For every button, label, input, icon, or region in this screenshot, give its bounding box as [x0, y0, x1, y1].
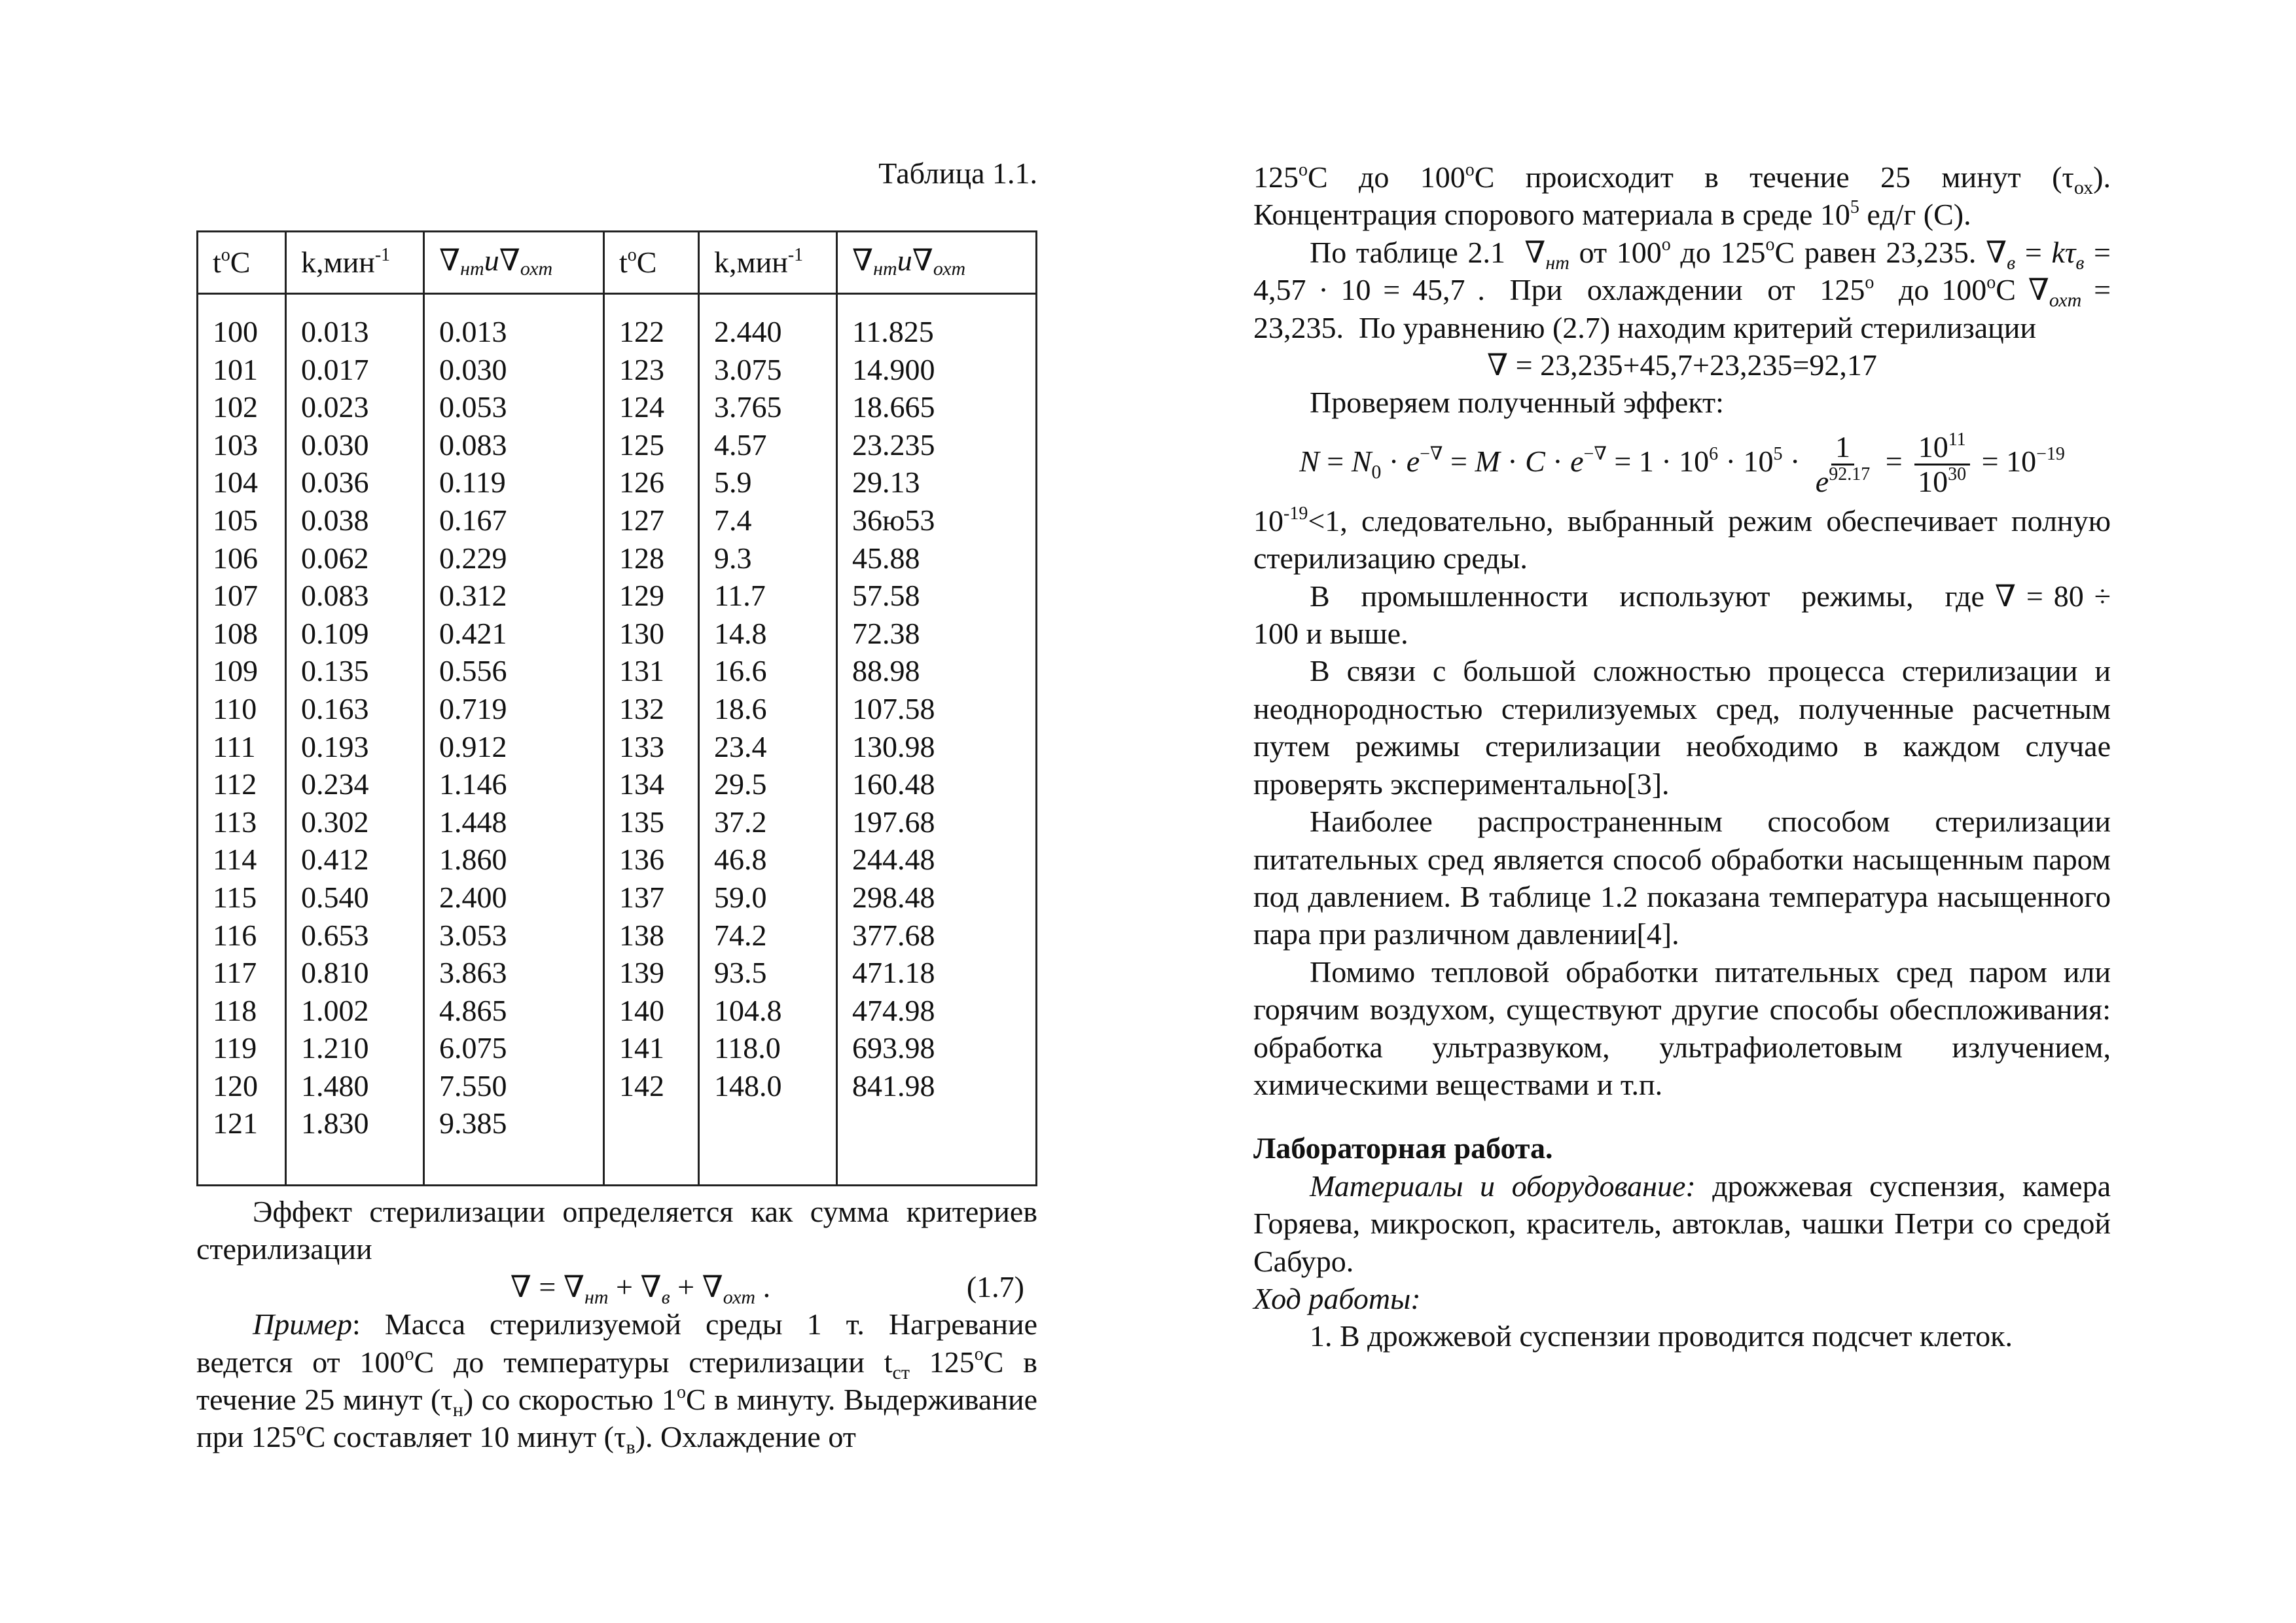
k-cell: 104.8 [714, 993, 782, 1027]
nabla-cell: 693.98 [852, 1031, 935, 1065]
equation-body: ∇ = $\nabla_{нт} + \nabla_в + \nabla_{охт}$ . [510, 1269, 771, 1308]
temp-cell: 131 [619, 654, 664, 688]
table-caption: Таблица 1.1. [878, 156, 1037, 190]
temp-cell: 125 [619, 428, 664, 462]
k-cell: 0.193 [301, 729, 369, 763]
nabla-cell: 841.98 [852, 1068, 935, 1103]
paragraph-other-methods: Помимо тепловой обработки питательных сред паром или горячим воздухом, существуют другие способы обеспложивания: обработка ультразвуком, ультрафиолетовым излучением, химическими веществами и т.п. [1253, 955, 2111, 1101]
nabla-cell: 23.235 [852, 428, 935, 462]
nabla-cell: 14.900 [852, 352, 935, 386]
header-nabla-1: $\nabla_{нт}u\nabla_{охт}$ [424, 232, 604, 294]
paragraph-industry: В промышленности используют режимы, где ∇ = 80 ÷ 100 и выше. [1253, 579, 2111, 651]
paragraph-table-lookup: По таблице 2.1 $\nabla_{нт}$ от 100$^o$ до 125$^o$С равен 23,235. $\nabla_в = k\tau_в = 4,57 \cdot 10 = 45,7$ . При охлаждении от 125$^o$ до 100$^o$С $\nabla_{охт} = 23,235$. По уравнению (2.7) находим критерий стерилизации [1253, 234, 2111, 344]
nabla-cell: 0.312 [439, 579, 507, 613]
nabla-cell: 0.053 [439, 390, 507, 424]
nabla-cell: 130.98 [852, 729, 935, 763]
col-temp-2 [604, 294, 699, 1186]
nabla-cell: 36ю53 [852, 503, 935, 537]
temp-cell: 134 [619, 767, 664, 801]
nabla-cell: 197.68 [852, 805, 935, 839]
materials-label: Материалы и оборудование: [1310, 1169, 1696, 1203]
k-cell: 16.6 [714, 654, 767, 688]
nabla-cell: 0.083 [439, 428, 507, 462]
k-cell: 3.765 [714, 390, 782, 424]
k-cell: 0.163 [301, 691, 369, 725]
temp-cell: 142 [619, 1068, 664, 1103]
temp-cell: 133 [619, 729, 664, 763]
check-effect: Проверяем полученный эффект: [1310, 386, 1724, 420]
nabla-cell: 160.48 [852, 767, 935, 801]
col-temp-1 [198, 294, 286, 1186]
nabla-cell: 18.665 [852, 390, 935, 424]
k-cell: 46.8 [714, 843, 767, 877]
lab-title: Лабораторная работа. [1253, 1131, 1553, 1165]
header-k-2: k,мин$^{-1}$ [699, 232, 837, 294]
nabla-cell: 9.385 [439, 1106, 507, 1140]
k-cell: 3.075 [714, 352, 782, 386]
sum-equation: ∇ = 23,235+45,7+23,235=92,17 [1487, 348, 1877, 382]
left-text [196, 1193, 1037, 1459]
nabla-cell: 298.48 [852, 880, 935, 914]
nabla-cell: 3.053 [439, 918, 507, 952]
k-cell: 4.57 [714, 428, 767, 462]
temp-cell: 116 [213, 918, 257, 952]
paragraph-conclusion: $10^{-19}<1$, следовательно, выбранный режим обеспечивает полную стерилизацию среды. [1253, 503, 2111, 575]
k-cell: 0.540 [301, 880, 369, 914]
k-cell: 2.440 [714, 315, 782, 348]
nabla-cell: 0.556 [439, 654, 507, 688]
paragraph-complexity: В связи с большой сложностью процесса стерилизации и неоднородностью стерилизуемых сред, полученные расчетным путем режимы стерилизации необходимо в каждом случае проверять экспериментально[3]. [1253, 654, 2111, 801]
k-cell: 9.3 [714, 541, 752, 575]
nabla-cell: 3.863 [439, 956, 507, 990]
col-nabla-1 [424, 294, 604, 1186]
temp-cell: 132 [619, 691, 664, 725]
k-cell: 0.234 [301, 767, 369, 801]
k-cell: 0.062 [301, 541, 369, 575]
temp-cell: 110 [213, 691, 257, 725]
nabla-cell: 0.013 [439, 315, 507, 348]
nabla-cell: 2.400 [439, 880, 507, 914]
k-cell: 0.653 [301, 918, 369, 952]
temp-cell: 106 [213, 541, 258, 575]
temp-cell: 124 [619, 390, 664, 424]
temp-cell: 104 [213, 465, 258, 500]
temp-cell: 103 [213, 428, 258, 462]
temp-cell: 135 [619, 805, 664, 839]
temp-cell: 118 [213, 993, 257, 1027]
k-cell: 0.023 [301, 390, 369, 424]
temp-cell: 107 [213, 579, 258, 613]
k-cell: 74.2 [714, 918, 767, 952]
header-temp-1: $t^oC$ [198, 232, 286, 294]
temp-cell: 117 [213, 956, 257, 990]
materials-paragraph [1253, 1167, 2111, 1280]
nabla-cell: 57.58 [852, 579, 920, 613]
nabla-cell: 1.146 [439, 767, 507, 801]
materials-text: дрожжевая суспензия, камера Горяева, микроскоп, краситель, автоклав, чашки Петри со средой Сабуро. [1253, 1169, 2111, 1278]
temp-cell: 108 [213, 616, 258, 650]
temp-cell: 109 [213, 654, 258, 688]
temp-cell: 140 [619, 993, 664, 1027]
temp-cell: 129 [619, 579, 664, 613]
k-cell: 23.4 [714, 729, 767, 763]
nabla-cell: 474.98 [852, 993, 935, 1027]
survival-equation: $N = N_0 \cdot e^{-\nabla} = M \cdot C \cdot e^{-\nabla} = 1 \cdot 10^6 \cdot 10^5$ · $\frac{1}{e^{92.17}}$ = $\frac{10^{11}}{10^{30}}$ = $10^{-19}$ [1299, 429, 2065, 498]
k-cell: 14.8 [714, 616, 767, 650]
temp-cell: 111 [213, 729, 256, 763]
nabla-cell: 0.421 [439, 616, 507, 650]
col-nabla-2 [837, 294, 1037, 1186]
step-1: 1. В дрожжевой суспензии проводится подсчет клеток. [1310, 1319, 2013, 1353]
temp-cell: 119 [213, 1031, 257, 1065]
k-cell: 0.013 [301, 315, 369, 348]
k-cell: 118.0 [714, 1031, 781, 1065]
temp-cell: 122 [619, 315, 664, 348]
nabla-cell: 29.13 [852, 465, 920, 500]
k-cell: 0.038 [301, 503, 369, 537]
temp-cell: 138 [619, 918, 664, 952]
nabla-cell: 1.448 [439, 805, 507, 839]
temp-cell: 136 [619, 843, 664, 877]
temp-cell: 112 [213, 767, 257, 801]
k-cell: 1.210 [301, 1031, 369, 1065]
nabla-cell: 0.719 [439, 691, 507, 725]
sterilization-table [196, 230, 1037, 1186]
temp-cell: 137 [619, 880, 664, 914]
k-cell: 93.5 [714, 956, 767, 990]
temp-cell: 126 [619, 465, 664, 500]
k-cell: 0.109 [301, 616, 369, 650]
col-k-1 [286, 294, 424, 1186]
temp-cell: 114 [213, 843, 257, 877]
nabla-cell: 6.075 [439, 1031, 507, 1065]
nabla-cell: 377.68 [852, 918, 935, 952]
equation-1-7 [196, 1268, 1037, 1308]
nabla-cell: 72.38 [852, 616, 920, 650]
nabla-cell: 0.912 [439, 729, 507, 763]
k-cell: 0.135 [301, 654, 369, 688]
k-cell: 1.480 [301, 1068, 369, 1103]
temp-cell: 123 [619, 352, 664, 386]
temp-cell: 127 [619, 503, 664, 537]
k-cell: 148.0 [714, 1068, 782, 1103]
equation-number: (1.7) [966, 1269, 1024, 1304]
k-cell: 0.810 [301, 956, 369, 990]
nabla-cell: 4.865 [439, 993, 507, 1027]
nabla-cell: 88.98 [852, 654, 920, 688]
nabla-cell: 244.48 [852, 843, 935, 877]
nabla-cell: 7.550 [439, 1068, 507, 1103]
effect-paragraph: Эффект стерилизации определяется как сумма критериев стерилизации [196, 1195, 1037, 1266]
k-cell: 0.030 [301, 428, 369, 462]
nabla-cell: 107.58 [852, 691, 935, 725]
k-cell: 0.036 [301, 465, 369, 500]
nabla-cell: 45.88 [852, 541, 920, 575]
example-label: Пример [253, 1307, 352, 1341]
k-cell: 0.017 [301, 352, 369, 386]
procedure-label [1253, 1280, 2111, 1317]
nabla-cell: 0.030 [439, 352, 507, 386]
header-nabla-2: $\nabla_{нт}u\nabla_{охт}$ [837, 232, 1037, 294]
k-cell: 18.6 [714, 691, 767, 725]
k-cell: 0.302 [301, 805, 369, 839]
nabla-cell: 1.860 [439, 843, 507, 877]
temp-cell: 115 [213, 880, 257, 914]
temp-cell: 100 [213, 315, 258, 348]
temp-cell: 130 [619, 616, 664, 650]
k-cell: 1.830 [301, 1106, 369, 1140]
paragraph-steam: Наиболее распространенным способом стерилизации питательных сред является способ обработки насыщенным паром под давлением. В таблице 1.2 показана температура насыщенного пара при различном давлении[4]. [1253, 805, 2111, 951]
header-k-1: k,мин$^{-1}$ [286, 232, 424, 294]
k-cell: 0.083 [301, 579, 369, 613]
header-temp-2: $t^oC$ [604, 232, 699, 294]
paragraph-cooling: 125$^o$С до 100$^o$С происходит в течение 25 минут $(\tau_{ох})$. Концентрация спорового материала в среде $10^5$ ед/г (С). [1253, 159, 2111, 232]
example-paragraph: Пример: Масса стерилизуемой среды 1 т. Нагревание ведется от 100$^o$С до температуры стерилизации $t_{ст}$ 125$^o$С в течение 25 минут $(\tau_н)$ со скоростью 1$^o$С в минуту. Выдерживание при 125$^o$С составляет 10 минут $(\tau_в)$. Охлаждение от [196, 1307, 1037, 1459]
k-cell: 5.9 [714, 465, 752, 500]
k-cell: 59.0 [714, 880, 767, 914]
temp-cell: 102 [213, 390, 258, 424]
k-cell: 0.412 [301, 843, 369, 877]
col-k-2 [699, 294, 837, 1186]
procedure-label-text: Ход работы: [1253, 1281, 1421, 1315]
temp-cell: 139 [619, 956, 664, 990]
nabla-cell: 0.229 [439, 541, 507, 575]
k-cell: 11.7 [714, 579, 766, 613]
temp-cell: 128 [619, 541, 664, 575]
nabla-cell: 0.167 [439, 503, 507, 537]
temp-cell: 101 [213, 352, 258, 386]
temp-cell: 141 [619, 1031, 664, 1065]
nabla-cell: 471.18 [852, 956, 935, 990]
k-cell: 1.002 [301, 993, 369, 1027]
k-cell: 37.2 [714, 805, 767, 839]
k-cell: 29.5 [714, 767, 767, 801]
spacer [1253, 1103, 2111, 1129]
right-text [1253, 158, 2111, 1355]
nabla-cell: 0.119 [439, 465, 506, 500]
temp-cell: 105 [213, 503, 258, 537]
k-cell: 7.4 [714, 503, 752, 537]
temp-cell: 113 [213, 805, 257, 839]
temp-cell: 121 [213, 1106, 258, 1140]
nabla-cell: 11.825 [852, 315, 934, 348]
temp-cell: 120 [213, 1068, 258, 1103]
